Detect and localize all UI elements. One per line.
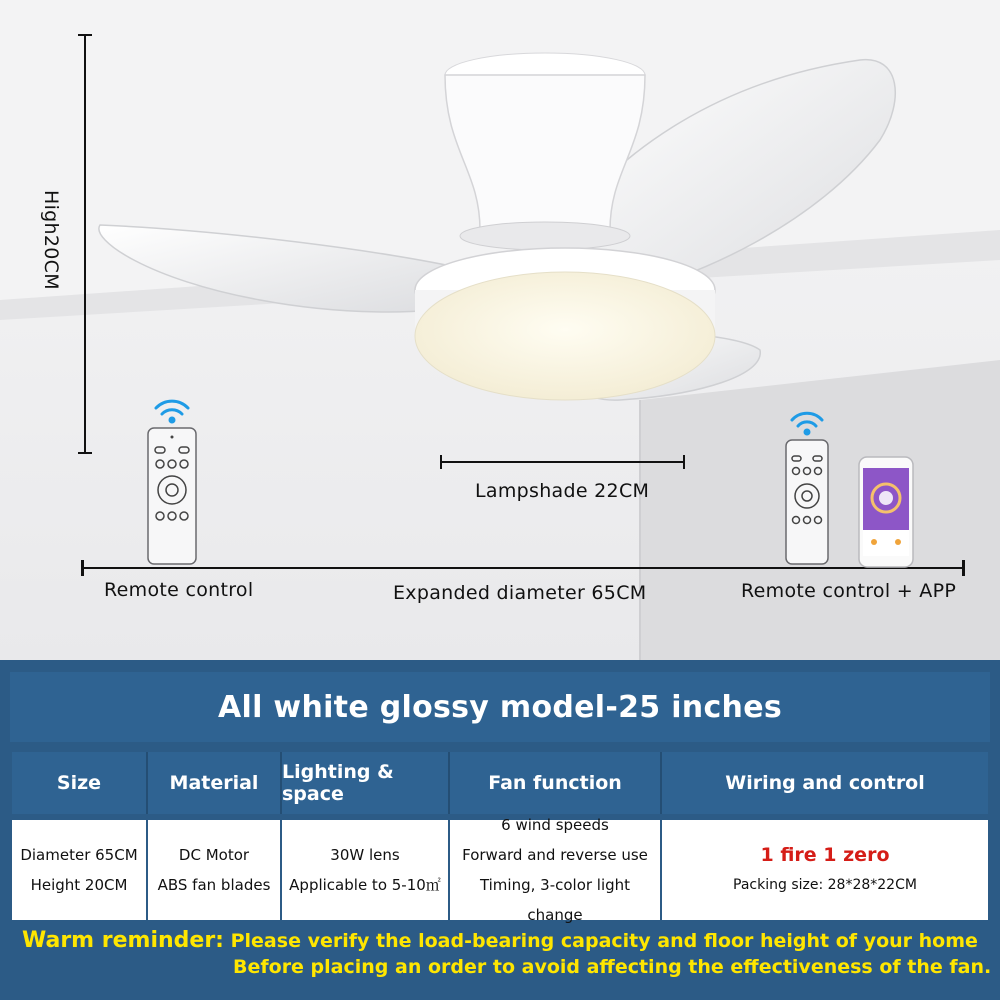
diameter-dimension-cap-right [962,560,965,576]
height-label: High20CM [40,190,62,290]
spec-title: All white glossy model-25 inches [10,672,990,742]
packing-size: Packing size: 28*28*22CM [733,877,917,893]
fan-speeds: 6 wind speeds [501,816,609,834]
cell-lighting [282,820,450,920]
lighting-lens: 30W lens [330,846,400,864]
spec-table-header [12,752,988,814]
wifi-icon [792,413,822,434]
diameter-label: Expanded diameter 65CM [393,582,647,604]
cell-fan-function [450,816,662,924]
fan-timing: Timing, 3-color light change [479,876,631,924]
warm-reminder [22,928,992,980]
remote-control-image [140,392,204,568]
header-lighting: Lighting & space [282,752,450,814]
header-size: Size [12,752,148,814]
header-material: Material [148,752,282,814]
lampshade-dimension-cap-left [440,455,442,469]
wiring-highlight: 1 fire 1 zero [760,844,890,866]
remote-app-label: Remote control + APP [741,580,957,602]
cell-wiring [662,820,988,920]
lampshade-dimension-line [441,461,684,463]
size-height: Height 20CM [30,876,128,894]
height-dimension-cap-top [78,34,92,36]
header-wiring: Wiring and control [662,752,988,814]
warm-reminder-line2: Before placing an order to avoid affecting the effectiveness of the fan. [233,956,992,978]
wifi-icon [156,401,188,422]
material-motor: DC Motor [178,846,250,864]
cell-material [148,820,282,920]
remote-control-app-image [778,406,836,568]
lampshade-label: Lampshade 22CM [475,480,650,502]
lampshade-dimension-cap-right [683,455,685,469]
remote-control-label: Remote control [104,579,254,601]
lighting-space: Applicable to 5-10㎡ [289,876,441,894]
cell-size [12,820,148,920]
spec-table-row [12,816,988,924]
height-dimension-line [84,35,86,453]
header-fan-function: Fan function [450,752,662,814]
height-dimension-cap-bottom [78,452,92,454]
warm-reminder-title: Warm reminder: [22,928,224,953]
fan-direction: Forward and reverse use [462,846,648,864]
size-diameter: Diameter 65CM [20,846,138,864]
warm-reminder-line1: Please verify the load-bearing capacity and floor height of your home [230,930,978,952]
smartphone-app-image [858,456,914,568]
diameter-dimension-cap-left [81,560,84,576]
material-blades: ABS fan blades [157,876,271,894]
